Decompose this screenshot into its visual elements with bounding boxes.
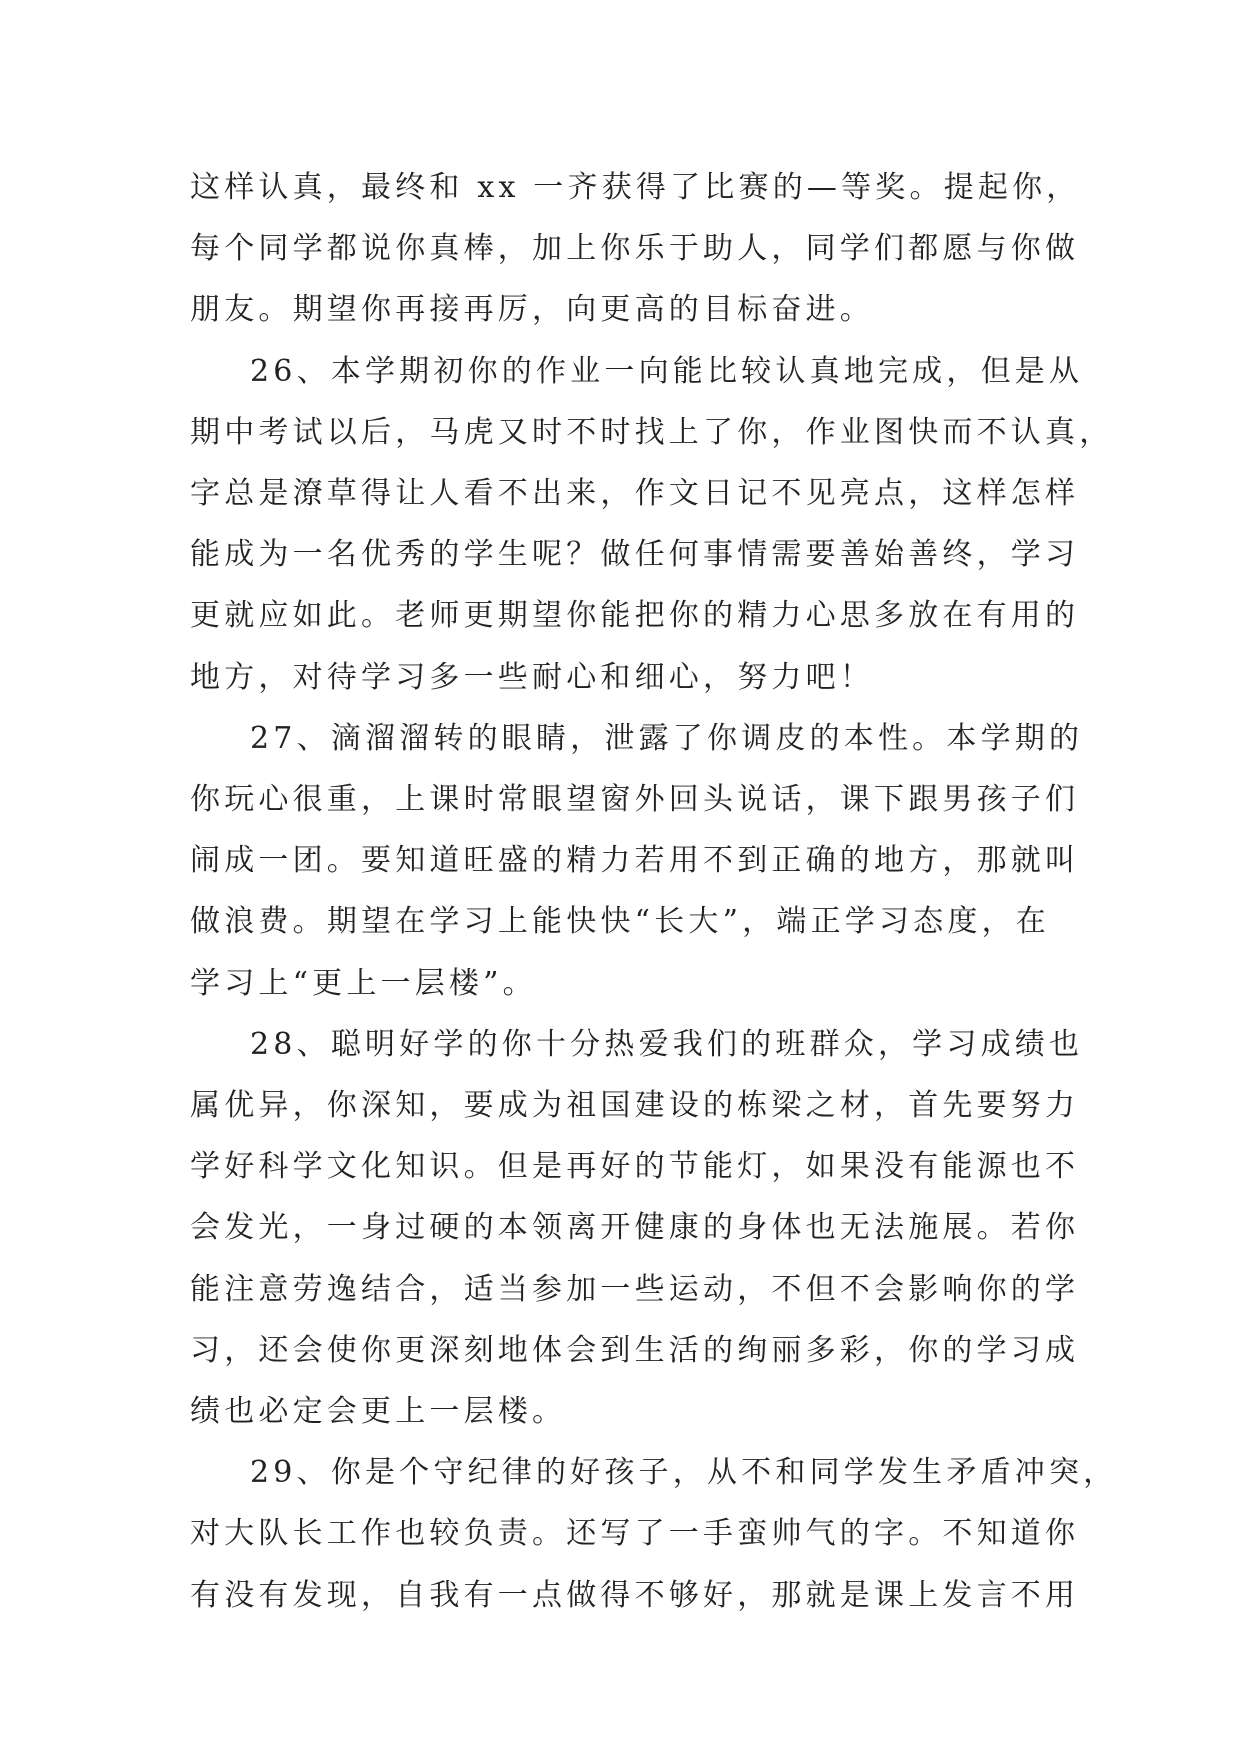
text-line: 能注意劳逸结合，适当参加一些运动，不但不会影响你的学 — [190, 1271, 1080, 1307]
text-line: 对大队长工作也较负责。还写了一手蛮帅气的字。不知道你 — [190, 1516, 1080, 1552]
text-line: 28、聪明好学的你十分热爱我们的班群众，学习成绩也 — [250, 1026, 1084, 1062]
text-line: 字总是潦草得让人看不出来，作文日记不见亮点，这样怎样 — [190, 476, 1080, 512]
text-line: 27、滴溜溜转的眼睛，泄露了你调皮的本性。本学期的 — [250, 720, 1084, 756]
document-body — [190, 157, 1118, 1626]
paragraph-29 — [190, 1442, 1118, 1626]
text-line: 26、本学期初你的作业一向能比较认真地完成，但是从 — [250, 353, 1084, 389]
text-line: 属优异，你深知，要成为祖国建设的栋梁之材，首先要努力 — [190, 1088, 1080, 1124]
text-line: 习，还会使你更深刻地体会到生活的绚丽多彩，你的学习成 — [190, 1332, 1080, 1368]
paragraph-27 — [190, 708, 1084, 1014]
text-line: 学习上“更上一层楼”。 — [190, 965, 537, 1001]
text-line: 更就应如此。老师更期望你能把你的精力心思多放在有用的 — [190, 598, 1080, 634]
text-line: 29、你是个守纪律的好孩子，从不和同学发生矛盾冲突， — [250, 1455, 1118, 1491]
text-line: 会发光，一身过硬的本领离开健康的身体也无法施展。若你 — [190, 1210, 1080, 1246]
text-line: 绩也必定会更上一层楼。 — [190, 1394, 567, 1430]
text-line: 地方，对待学习多一些耐心和细心，努力吧！ — [190, 659, 874, 695]
text-line: 有没有发现，自我有一点做得不够好，那就是课上发言不用 — [190, 1577, 1080, 1613]
text-line: 能成为一名优秀的学生呢？做任何事情需要善始善终，学习 — [190, 537, 1080, 573]
text-line: 这样认真，最终和 xx 一齐获得了比赛的—等奖。提起你， — [190, 170, 1081, 205]
text-line: 你玩心很重，上课时常眼望窗外回头说话，课下跟男孩子们 — [190, 782, 1080, 818]
text-line: 学好科学文化知识。但是再好的节能灯，如果没有能源也不 — [190, 1149, 1080, 1185]
text-line: 朋友。期望你再接再厉，向更高的目标奋进。 — [190, 292, 874, 328]
paragraph-26 — [190, 341, 1114, 708]
text-line: 做浪费。期望在学习上能快快“长大”，端正学习态度，在 — [190, 904, 1050, 940]
paragraph-28 — [190, 1014, 1084, 1442]
text-line: 每个同学都说你真棒，加上你乐于助人，同学们都愿与你做 — [190, 231, 1080, 267]
text-line: 期中考试以后，马虎又时不时找上了你，作业图快而不认真， — [190, 414, 1114, 450]
paragraph-25-continuation — [190, 157, 1081, 341]
text-line: 闹成一团。要知道旺盛的精力若用不到正确的地方，那就叫 — [190, 843, 1080, 879]
